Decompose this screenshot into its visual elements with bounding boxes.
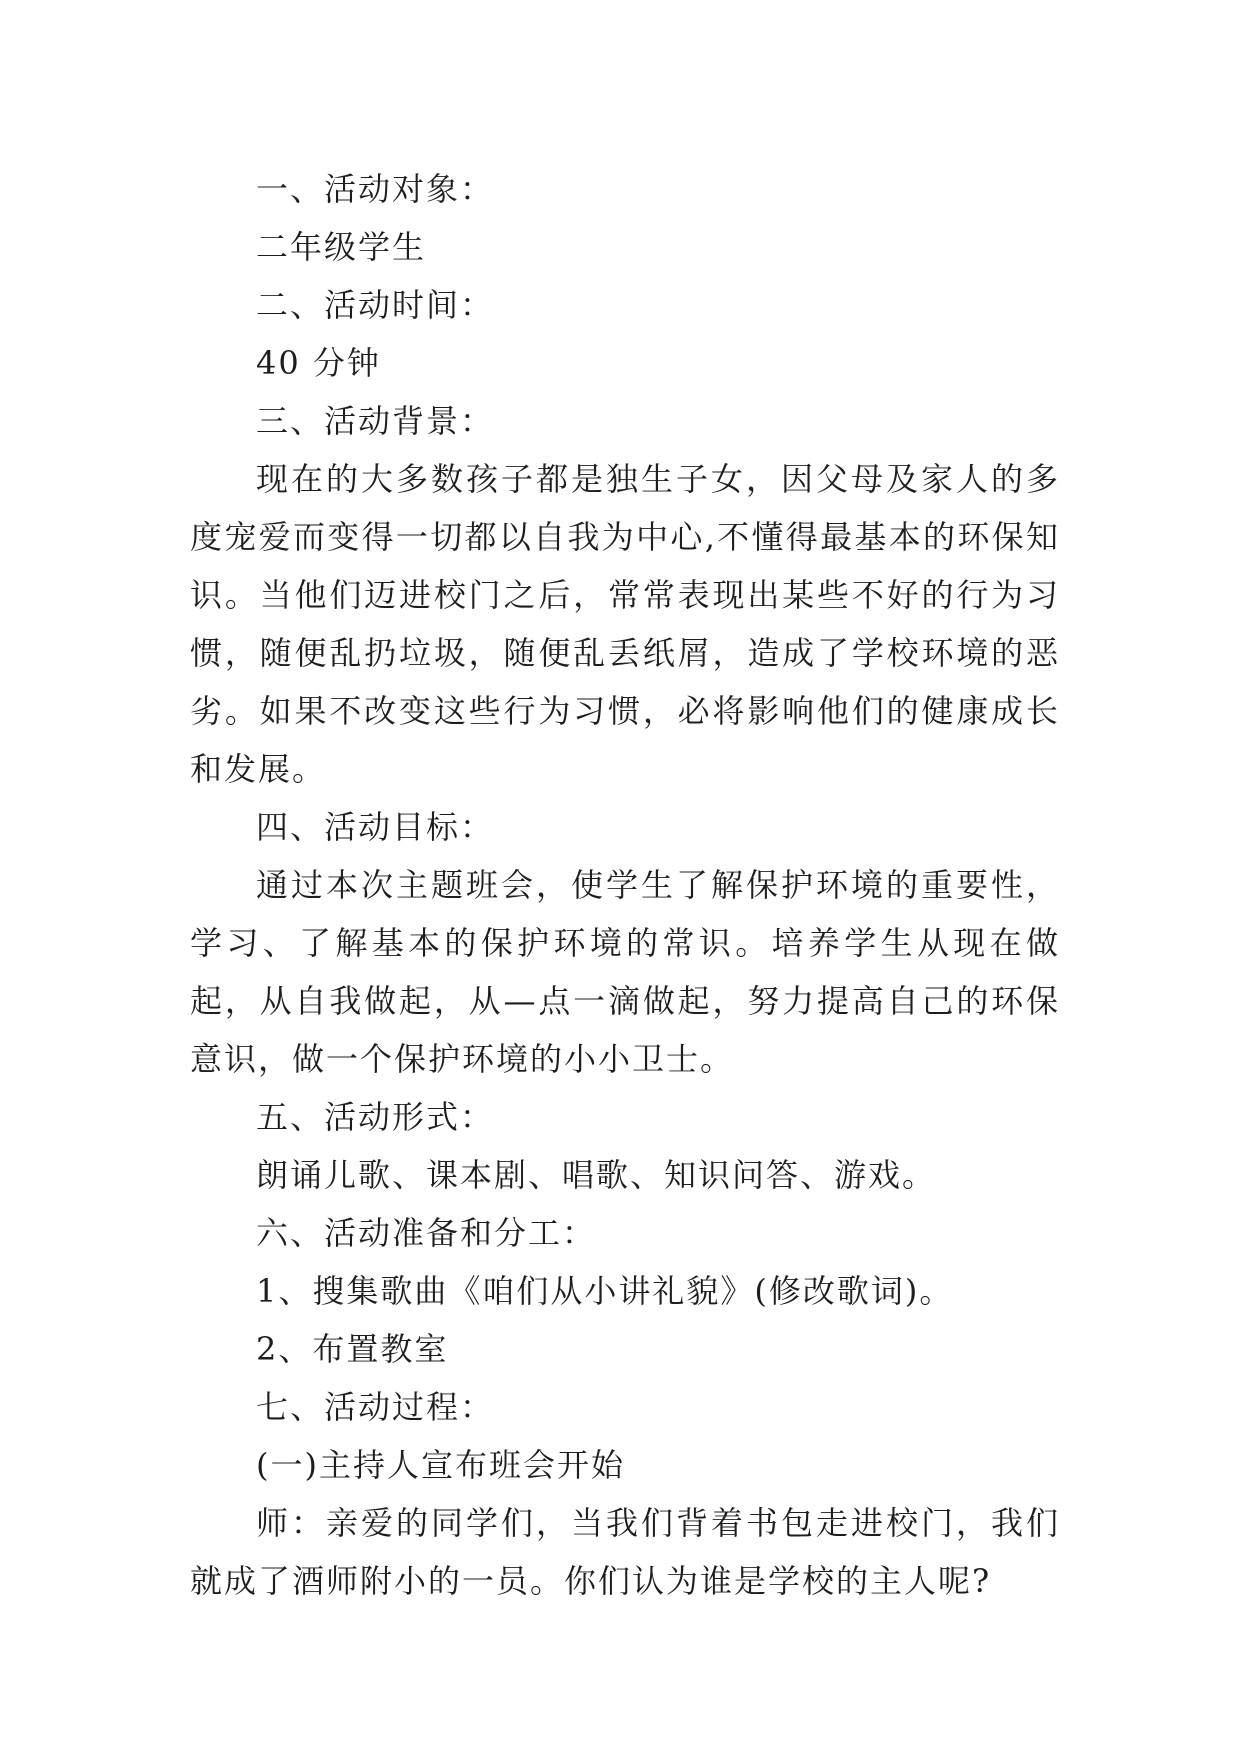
paragraph-activity-background: 现在的大多数孩子都是独生子女，因父母及家人的多度宠爱而变得一切都以自我为中心,不懂得最基本的环保知识。当他们迈进校门之后，常常表现出某些不好的行为习惯，随便乱扔垃圾，随便乱丢纸屑，造成了学校环境的恶劣。如果不改变这些行为习惯，必将影响他们的健康成长和发展。 bbox=[190, 460, 1060, 788]
text-activity-form: 朗诵儿歌、课本剧、唱歌、知识问答、游戏。 bbox=[256, 1156, 937, 1194]
heading-activity-prep: 六、活动准备和分工： bbox=[256, 1214, 597, 1252]
subheading-process-1: (一)主持人宣布班会开始 bbox=[256, 1446, 625, 1484]
document-body bbox=[190, 160, 1060, 1610]
heading-activity-time: 二、活动时间： bbox=[256, 286, 495, 324]
text-activity-time: 40 分钟 bbox=[256, 344, 381, 382]
text-prep-item-2: 2、布置教室 bbox=[256, 1330, 449, 1368]
text-prep-item-1: 1、搜集歌曲《咱们从小讲礼貌》(修改歌词)。 bbox=[256, 1272, 954, 1310]
paragraph-teacher-speech: 师：亲爱的同学们，当我们背着书包走进校门，我们就成了酒师附小的一员。你们认为谁是学校的主人呢? bbox=[190, 1504, 1060, 1600]
heading-activity-goal: 四、活动目标： bbox=[256, 808, 495, 846]
heading-activity-form: 五、活动形式： bbox=[256, 1098, 495, 1136]
paragraph-activity-goal: 通过本次主题班会，使学生了解保护环境的重要性，学习、了解基本的保护环境的常识。培养学生从现在做起，从自我做起，从—点一滴做起，努力提高自己的环保意识，做一个保护环境的小小卫士。 bbox=[190, 866, 1060, 1078]
text-activity-target: 二年级学生 bbox=[256, 228, 427, 266]
heading-activity-background: 三、活动背景： bbox=[256, 402, 495, 440]
heading-activity-target: 一、活动对象： bbox=[256, 170, 495, 208]
heading-activity-process: 七、活动过程： bbox=[256, 1388, 495, 1426]
